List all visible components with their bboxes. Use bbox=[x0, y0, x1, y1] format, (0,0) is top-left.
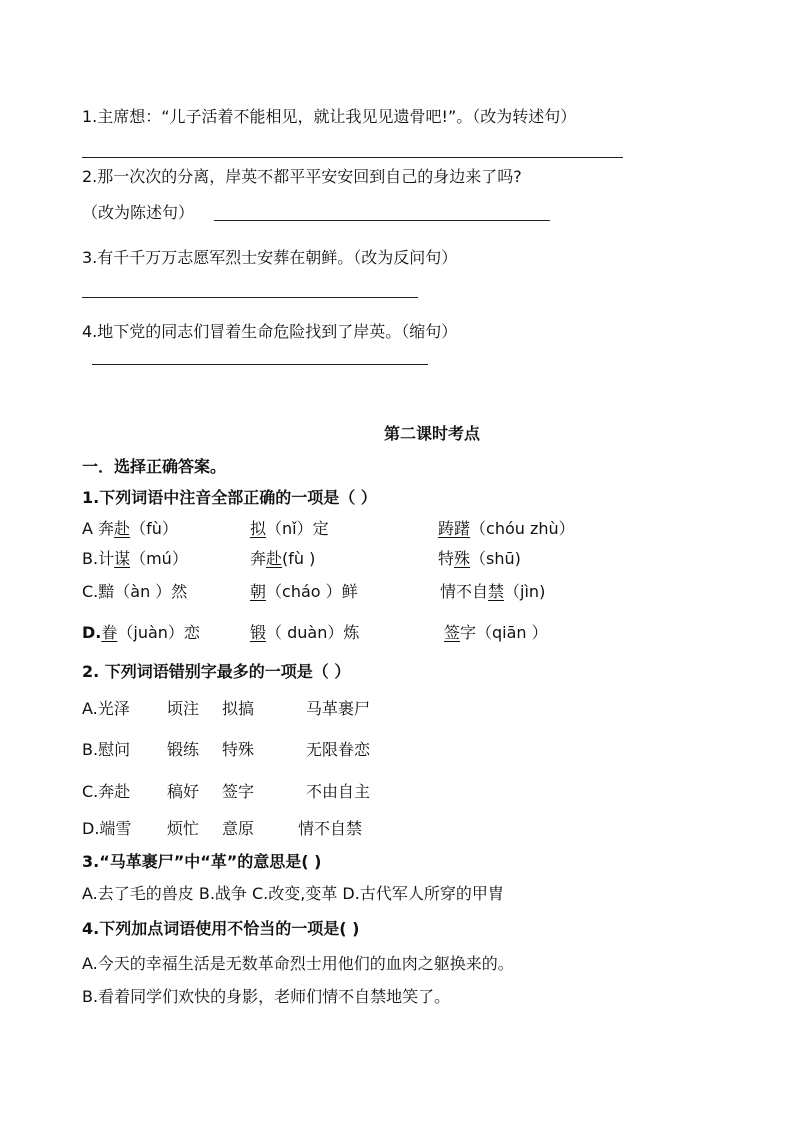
rewrite-question-1: 1.主席想：“儿子活着不能相见，就让我见见遗骨吧!”。（改为转述句） bbox=[82, 107, 577, 126]
answer-line-2[interactable] bbox=[214, 220, 550, 221]
rewrite-question-3: 3.有千千万万志愿军烈士安葬在朝鲜。（改为反问句） bbox=[82, 248, 458, 267]
part-one-heading: 一．选择正确答案。 bbox=[82, 457, 227, 476]
mc4-option-a[interactable]: A.今天的幸福生活是无数革命烈士用他们的血肉之躯换来的。 bbox=[82, 954, 514, 973]
mc4-question: 4.下列加点词语使用不恰当的一项是( ) bbox=[82, 919, 360, 938]
mc2-question: 2. 下列词语错别字最多的一项是（ ） bbox=[82, 662, 351, 681]
mc1-question: 1.下列词语中注音全部正确的一项是（ ） bbox=[82, 488, 377, 507]
answer-line-3[interactable] bbox=[82, 297, 418, 298]
rewrite-question-2: 2.那一次次的分离，岸英不都平平安安回到自己的身边来了吗? bbox=[82, 167, 522, 186]
mc4-option-b[interactable]: B.看着同学们欢快的身影，老师们情不自禁地笑了。 bbox=[82, 987, 451, 1006]
answer-line-1[interactable] bbox=[82, 157, 623, 158]
mc3-options[interactable]: A.去了毛的兽皮 B.战争 C.改变,变革 D.古代军人所穿的甲胄 bbox=[82, 884, 504, 903]
rewrite-question-2-instruction: （改为陈述句） bbox=[82, 203, 195, 222]
section-title: 第二课时考点 bbox=[384, 424, 481, 443]
worksheet-page: 1.主席想：“儿子活着不能相见，就让我见见遗骨吧!”。（改为转述句） 2.那一次次的分离，岸英不都平平安安回到自己的身边来了吗? （改为陈述句） 3.有千千万万志愿军烈士安葬在朝鲜。（改为反问句） 4.地下党的同志们冒着生命危险找到了岸英。（缩句） 第二课时考点 一．选择正确答案。 1.下列词语中注音全部正确的一项是（ ） A 奔赴（fù） 拟（nǐ）定 踌躇（chóu zhù） B.计谋（mú） 奔赴(fù ) 特殊（shū) C.黯（àn ）然 朝（cháo ）鲜 情不自禁（jìn) D.眷（juàn）恋 锻（ duàn）炼 签字（qiān ） 2. 下列词语错别字最多的一项是（ ） A.光泽 顷注 拟搞 马革裹尸 B.慰问 锻练 特殊 无限眷恋 C.奔赴 稿好 签字 不由自主 D.端雪 烦忙 意原 情不自禁 3.“马革裹尸”中“革”的意思是( ) A.去了毛的兽皮 B.战争 C.改变,变革 D.古代军人所穿的甲胄 4.下列加点词语使用不恰当的一项是( ) A.今天的幸福生活是无数革命烈士用他们的血肉之躯换来的。 B.看着同学们欢快的身影，老师们情不自禁地笑了。 bbox=[0, 0, 794, 1123]
rewrite-question-4: 4.地下党的同志们冒着生命危险找到了岸英。（缩句） bbox=[82, 322, 458, 341]
mc3-question: 3.“马革裹尸”中“革”的意思是( ) bbox=[82, 852, 322, 871]
answer-line-4[interactable] bbox=[92, 364, 428, 365]
